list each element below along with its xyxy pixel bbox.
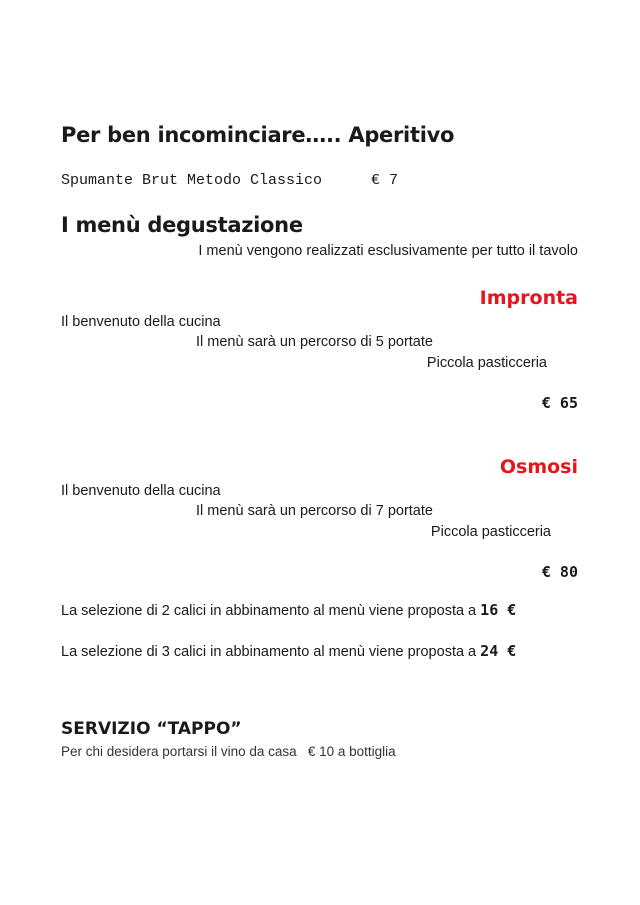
menu-osmosi-line3: Piccola pasticceria — [430, 524, 551, 540]
menu-impronta-line1: Il benvenuto della cucina — [61, 314, 221, 330]
aperitivo-title: Per ben incominciare….. Aperitivo — [61, 123, 455, 147]
menu-name-impronta: Impronta — [479, 287, 578, 309]
menu-impronta-price: € 65 — [541, 394, 578, 412]
wine-pairing-3-text: La selezione di 3 calici in abbinamento al menù viene proposta a — [61, 644, 477, 660]
menu-name-osmosi: Osmosi — [499, 456, 578, 478]
wine-pairing-2 — [61, 601, 516, 619]
menu-impronta-line2: Il menù sarà un percorso di 5 portate — [196, 334, 433, 350]
aperitivo-price: € 7 — [371, 172, 399, 189]
wine-pairing-2-price: 16 € — [480, 601, 517, 619]
wine-pairing-3-price: 24 € — [480, 642, 517, 660]
degustazione-note: I menù vengono realizzati esclusivamente per tutto il tavolo — [198, 243, 578, 259]
wine-pairing-3 — [61, 642, 516, 660]
tappo-text: Per chi desidera portarsi il vino da casa € 10 a bottiglia — [61, 744, 396, 759]
aperitivo-item: Spumante Brut Metodo Classico — [61, 172, 323, 189]
wine-pairing-2-text: La selezione di 2 calici in abbinamento al menù viene proposta a — [61, 603, 477, 619]
tappo-title: SERVIZIO “TAPPO” — [61, 719, 242, 739]
menu-impronta-line3: Piccola pasticceria — [426, 355, 547, 371]
menu-osmosi-price: € 80 — [541, 563, 578, 581]
degustazione-title: I menù degustazione — [61, 213, 303, 237]
menu-osmosi-line2: Il menù sarà un percorso di 7 portate — [196, 503, 433, 519]
menu-osmosi-line1: Il benvenuto della cucina — [61, 483, 221, 499]
